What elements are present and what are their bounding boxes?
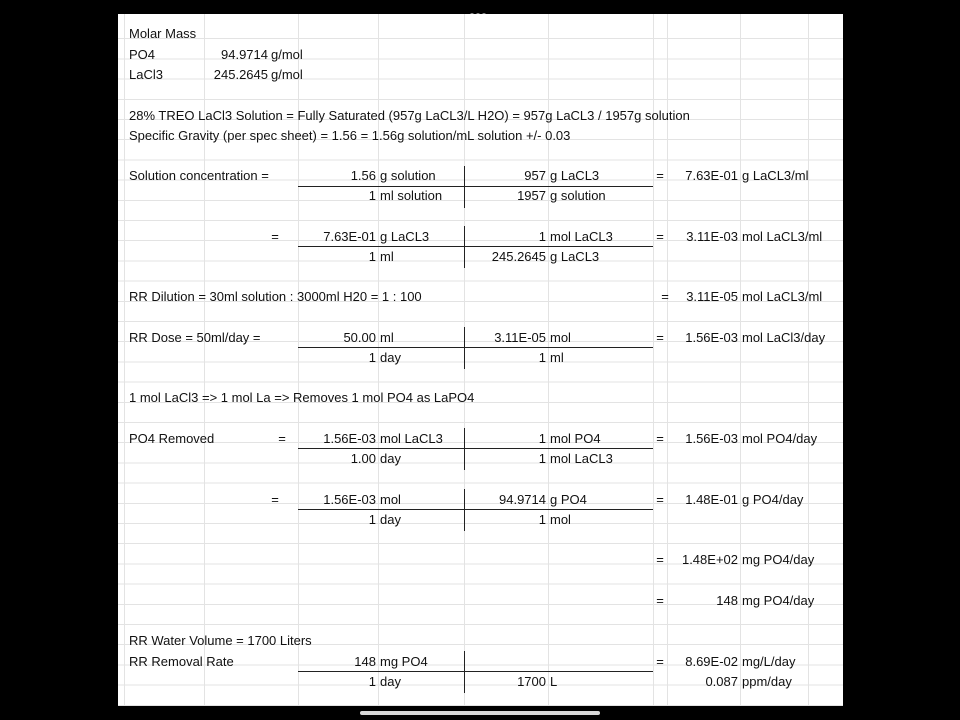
po4-mass-n2-unit: g PO4 <box>550 492 587 507</box>
mg-sci-result: 1.48E+02 <box>681 552 738 567</box>
removal-rate-label: RR Removal Rate <box>129 654 234 669</box>
po4-removed-eq: = <box>656 431 664 446</box>
molar-mass-title: Molar Mass <box>129 26 197 41</box>
mol-conc-d2-unit: g LaCL3 <box>550 249 600 264</box>
fraction-divider <box>464 651 465 693</box>
po4-removed-label: PO4 Removed <box>129 431 215 446</box>
po4-removed-result: 1.56E-03 <box>685 431 738 446</box>
mol-conc-n1-unit: g LaCL3 <box>380 229 430 244</box>
removal-d1-val: 1 <box>368 674 376 689</box>
po4-mass-n1-unit: mol <box>380 492 401 507</box>
po4-removed-d1-unit: day <box>380 451 401 466</box>
mg-sci-eq: = <box>656 552 664 567</box>
fraction-line <box>298 448 653 449</box>
dose-n1-val: 50.00 <box>343 330 376 345</box>
lacl3-label: LaCl3 <box>129 67 163 82</box>
sol-conc-result-unit: g LaCL3/ml <box>742 168 809 183</box>
dose-eq: = <box>656 330 664 345</box>
sol-conc-d1-unit: ml solution <box>380 188 443 203</box>
po4-removed-n2-val: 1 <box>538 431 546 446</box>
treo-note: 28% TREO LaCl3 Solution = Fully Saturated (957g LaCL3/L H2O) = 957g LaCL3 / 1957g solution <box>129 108 690 123</box>
po4-mass-result: 1.48E-01 <box>685 492 738 507</box>
dose-d1-unit: day <box>380 350 401 365</box>
mol-conc-n2-unit: mol LaCL3 <box>550 229 613 244</box>
po4-removed-n2-unit: mol PO4 <box>550 431 601 446</box>
po4-mass-d2-val: 1 <box>538 512 546 527</box>
po4-removed-d2-unit: mol LaCL3 <box>550 451 613 466</box>
mol-conc-n1-val: 7.63E-01 <box>323 229 376 244</box>
po4-mass-n1-val: 1.56E-03 <box>323 492 376 507</box>
home-indicator[interactable] <box>360 711 600 715</box>
dilution-label: RR Dilution = 30ml solution : 3000ml H20 = 1 : 100 <box>129 289 422 304</box>
specific-gravity-note: Specific Gravity (per spec sheet) = 1.56 = 1.56g solution/mL solution +/- 0.03 <box>129 128 571 143</box>
mg-eq: = <box>656 593 664 608</box>
mol-conc-eq: = <box>656 229 664 244</box>
fraction-divider <box>464 226 465 268</box>
removal-d1-unit: day <box>380 674 401 689</box>
spreadsheet-sheet <box>118 14 843 706</box>
mol-conc-result: 3.11E-03 <box>686 229 738 244</box>
po4-removed-label-eq: = <box>278 431 286 446</box>
sol-conc-d2-unit: g solution <box>550 188 606 203</box>
po4-mass-d1-unit: day <box>380 512 401 527</box>
sol-conc-n1-unit: g solution <box>380 168 436 183</box>
po4-mass-d1-val: 1 <box>368 512 376 527</box>
po4-mass-eq: = <box>656 492 664 507</box>
po4-mass-label: = <box>271 492 279 507</box>
dose-result: 1.56E-03 <box>685 330 738 345</box>
dose-n2-val: 3.11E-05 <box>494 330 546 345</box>
fraction-divider <box>464 166 465 208</box>
removal-result2: 0.087 <box>705 674 738 689</box>
mol-conc-d2-val: 245.2645 <box>491 249 546 264</box>
fraction-line <box>298 671 653 672</box>
dose-d1-val: 1 <box>368 350 376 365</box>
dose-n2-unit: mol <box>550 330 571 345</box>
mol-conc-label: = <box>271 229 279 244</box>
mol-conc-d1-unit: ml <box>380 249 394 264</box>
water-volume-label: RR Water Volume = 1700 Liters <box>129 633 312 648</box>
po4-removed-n1-val: 1.56E-03 <box>323 431 376 446</box>
po4-mass-result-unit: g PO4/day <box>742 492 804 507</box>
dose-label: RR Dose = 50ml/day = <box>129 330 261 345</box>
removal-result: 8.69E-02 <box>685 654 738 669</box>
fraction-divider <box>464 489 465 531</box>
po4-removed-d2-val: 1 <box>538 451 546 466</box>
dose-d2-unit: ml <box>550 350 564 365</box>
sol-conc-d2-val: 1957 <box>517 188 546 203</box>
dilution-eq: = <box>661 289 669 304</box>
dilution-result-unit: mol LaCL3/ml <box>742 289 823 304</box>
po4-mass-d2-unit: mol <box>550 512 571 527</box>
fraction-line <box>298 347 653 348</box>
po4-removed-result-unit: mol PO4/day <box>742 431 818 446</box>
mol-conc-n2-val: 1 <box>538 229 546 244</box>
sol-conc-n2-val: 957 <box>524 168 546 183</box>
fraction-line <box>298 509 653 510</box>
po4-removed-d1-val: 1.00 <box>350 451 376 466</box>
window-grabber[interactable] <box>470 4 490 12</box>
mg-result-unit: mg PO4/day <box>742 593 815 608</box>
po4-mass-n2-val: 94.9714 <box>499 492 546 507</box>
mol-conc-result-unit: mol LaCL3/ml <box>742 229 823 244</box>
fraction-divider <box>464 327 465 369</box>
dose-n1-unit: ml <box>380 330 394 345</box>
mg-sci-result-unit: mg PO4/day <box>742 552 815 567</box>
removal-n1-val: 148 <box>354 654 376 669</box>
dilution-result: 3.11E-05 <box>686 289 738 304</box>
removal-result-unit: mg/L/day <box>742 654 796 669</box>
lacl3-unit: g/mol <box>271 67 303 82</box>
removal-d2-unit: L <box>550 674 558 689</box>
sol-conc-label: Solution concentration = <box>129 168 269 183</box>
stoichiometry-note: 1 mol LaCl3 => 1 mol La => Removes 1 mol PO4 as LaPO4 <box>129 390 475 405</box>
sol-conc-d1-val: 1 <box>368 188 376 203</box>
removal-d2-val: 1700 <box>517 674 546 689</box>
po4-removed-n1-unit: mol LaCL3 <box>380 431 443 446</box>
dose-result-unit: mol LaCl3/day <box>742 330 826 345</box>
po4-molar-mass: 94.9714 <box>221 47 268 62</box>
dose-d2-val: 1 <box>538 350 546 365</box>
sol-conc-result: 7.63E-01 <box>685 168 738 183</box>
fraction-line <box>298 186 653 187</box>
removal-n1-unit: mg PO4 <box>380 654 428 669</box>
mol-conc-d1-val: 1 <box>368 249 376 264</box>
sol-conc-eq: = <box>656 168 664 183</box>
fraction-line <box>298 246 653 247</box>
removal-result2-unit: ppm/day <box>742 674 792 689</box>
po4-unit: g/mol <box>271 47 303 62</box>
lacl3-molar-mass: 245.2645 <box>213 67 268 82</box>
po4-label: PO4 <box>129 47 156 62</box>
mg-result: 148 <box>716 593 738 608</box>
sol-conc-n1-val: 1.56 <box>350 168 376 183</box>
fraction-divider <box>464 428 465 470</box>
removal-eq: = <box>656 654 664 669</box>
sol-conc-n2-unit: g LaCL3 <box>550 168 600 183</box>
